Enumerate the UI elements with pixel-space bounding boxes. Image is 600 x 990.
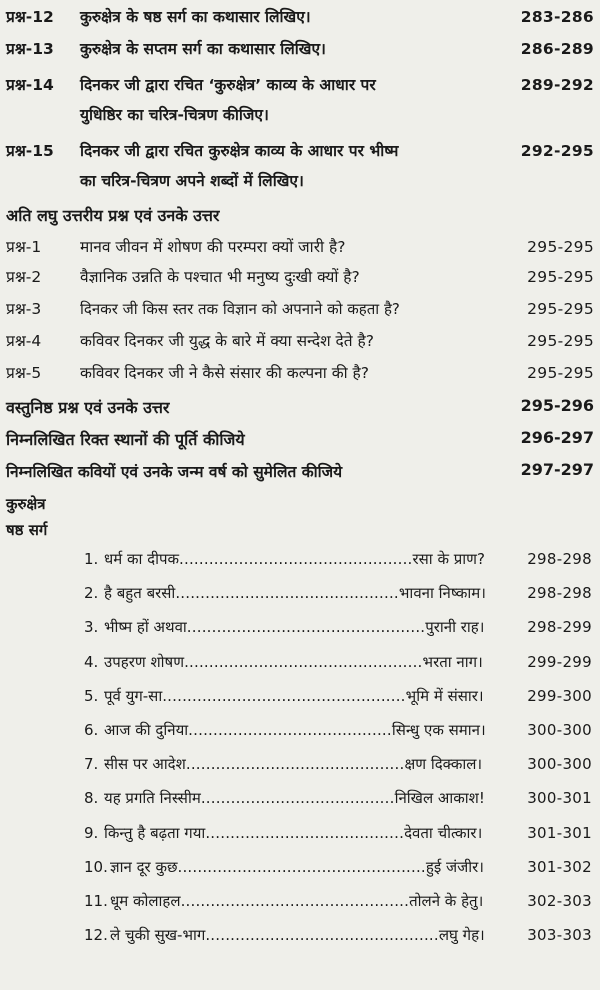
verse-line [104, 651, 483, 673]
verse-index: 7. [84, 755, 99, 774]
verse-line [104, 582, 486, 604]
verse-index: 5. [84, 686, 99, 705]
verse-index: 10. [84, 857, 108, 876]
verse-start: सीस पर आदेश [104, 755, 186, 774]
page-range: 300-300 [527, 721, 592, 739]
verse-line [104, 548, 485, 570]
leader-dots: ......................................... [188, 721, 392, 739]
verse-end: देवता चीत्कार। [404, 823, 483, 842]
leader-dots: .............................................. [180, 892, 410, 910]
book-title: कुरुक्षेत्र [6, 495, 46, 513]
verse-end: भावना निष्काम। [398, 584, 486, 603]
verse-start: किन्तु है बढ़ता गया [104, 823, 206, 842]
section-heading: वस्तुनिष्ठ प्रश्न एवं उनके उत्तर [6, 398, 170, 417]
page-range: 283-286 [520, 8, 594, 26]
leader-dots: ............................................. [175, 584, 399, 603]
verse-line [110, 856, 484, 878]
question-number: प्रश्न-5 [6, 364, 42, 382]
page-range: 295-295 [527, 268, 594, 286]
verse-end: तोलने के हेतु। [409, 892, 484, 910]
question-text: मानव जीवन में शोषण की परम्परा क्यों जारी है? [80, 238, 346, 256]
verse-end: भूमि में संसार। [405, 686, 484, 705]
verse-index: 8. [84, 789, 99, 808]
verse-line [110, 924, 485, 946]
verse-end: लघु गेह। [438, 926, 485, 945]
section-heading: निम्नलिखित कवियों एवं उनके जन्म वर्ष को सुमेलित कीजिये [6, 463, 343, 481]
question-text: वैज्ञानिक उन्नति के पश्चात भी मनुष्य दुःखी क्यों है? [80, 268, 360, 286]
page-range: 296-297 [520, 428, 594, 447]
verse-start: उपहरण शोषण [104, 652, 185, 671]
question-text: कुरुक्षेत्र के षष्ठ सर्ग का कथासार लिखिए। [80, 8, 311, 26]
verse-line [104, 719, 486, 741]
verse-end: हुई जंजीर। [425, 857, 484, 876]
question-text: कुरुक्षेत्र के सप्तम सर्ग का कथासार लिखिए। [80, 40, 326, 58]
page-range: 289-292 [520, 76, 594, 94]
verse-start: है बहुत बरसी [104, 584, 176, 603]
question-text: दिनकर जी द्वारा रचित ‘कुरुक्षेत्र’ काव्य के आधार पर [80, 76, 376, 94]
question-text: युधिष्ठिर का चरित्र-चित्रण कीजिए। [80, 106, 269, 124]
question-text: का चरित्र-चित्रण अपने शब्दों में लिखिए। [80, 172, 304, 190]
verse-line [104, 787, 485, 809]
verse-start: धूम कोलाहल [110, 892, 181, 910]
verse-line [104, 685, 484, 707]
verse-start: ज्ञान दूर कुछ [110, 857, 178, 876]
page-range: 295-296 [520, 396, 594, 415]
verse-end: भरता नाग। [422, 652, 483, 671]
page-range: 286-289 [520, 40, 594, 58]
verse-index: 11. [84, 892, 108, 910]
verse-line [104, 753, 482, 775]
leader-dots: ............................................ [185, 755, 405, 774]
page-range: 298-299 [527, 618, 592, 637]
verse-end: क्षण दिक्काल। [404, 755, 483, 774]
verse-index: 12. [84, 926, 108, 945]
leader-dots: ............................................... [179, 550, 413, 568]
verse-index: 1. [84, 550, 99, 568]
leader-dots: ................................................. [162, 686, 406, 705]
page-range: 298-298 [527, 550, 592, 568]
verse-start: धर्म का दीपक [104, 550, 180, 568]
verse-index: 6. [84, 721, 99, 739]
verse-end: पुरानी राह। [425, 618, 485, 637]
leader-dots: ................................................ [184, 652, 423, 671]
page-range: 295-295 [527, 332, 594, 350]
question-number: प्रश्न-15 [6, 142, 54, 160]
question-number: प्रश्न-1 [6, 238, 42, 256]
question-text: दिनकर जी किस स्तर तक विज्ञान को अपनाने को कहता है? [80, 300, 400, 318]
page-range: 295-295 [527, 238, 594, 256]
page-range: 301-302 [527, 857, 592, 876]
verse-start: भीष्म हों अथवा [104, 618, 187, 637]
question-number: प्रश्न-13 [6, 40, 54, 58]
question-text: दिनकर जी द्वारा रचित कुरुक्षेत्र काव्य के आधार पर भीष्म [80, 142, 399, 160]
leader-dots: ....................................... [200, 789, 395, 808]
verse-start: आज की दुनिया [104, 721, 189, 739]
page-range: 300-300 [527, 755, 592, 774]
page-range: 295-295 [527, 364, 594, 382]
verse-index: 9. [84, 823, 99, 842]
verse-line [110, 890, 483, 912]
page-range: 292-295 [520, 142, 594, 160]
verse-index: 4. [84, 652, 99, 671]
question-number: प्रश्न-3 [6, 300, 42, 318]
verse-line [104, 616, 484, 638]
page-range: 302-303 [527, 892, 592, 910]
page-range: 303-303 [527, 926, 592, 945]
section-heading: निम्नलिखित रिक्त स्थानों की पूर्ति कीजिये [6, 430, 245, 449]
verse-end: निखिल आकाश! [394, 789, 485, 808]
verse-start: पूर्व युग-सा [104, 686, 163, 705]
verse-end: रसा के प्राण? [412, 550, 485, 568]
question-number: प्रश्न-4 [6, 332, 42, 350]
page-range: 297-297 [520, 460, 594, 479]
leader-dots: ........................................ [205, 823, 405, 842]
page-range: 295-295 [527, 300, 594, 318]
question-text: कविवर दिनकर जी ने कैसे संसार की कल्पना की है? [80, 364, 370, 382]
leader-dots: ............................................... [205, 926, 439, 945]
page-range: 299-299 [527, 652, 592, 671]
leader-dots: ................................................ [186, 618, 426, 637]
verse-line [104, 822, 482, 844]
question-number: प्रश्न-12 [6, 8, 54, 26]
question-text: कविवर दिनकर जी युद्ध के बारे में क्या सन्देश देते है? [80, 332, 374, 350]
section-heading: अति लघु उत्तरीय प्रश्न एवं उनके उत्तर [6, 206, 220, 225]
leader-dots: .................................................. [177, 857, 426, 876]
page-range: 299-300 [527, 686, 592, 705]
page-range: 301-301 [527, 823, 592, 842]
canto-title: षष्ठ सर्ग [6, 521, 48, 539]
verse-index: 3. [84, 618, 99, 637]
page-range: 300-301 [527, 789, 592, 808]
question-number: प्रश्न-2 [6, 268, 42, 286]
verse-start: ले चुकी सुख-भाग [110, 926, 206, 945]
question-number: प्रश्न-14 [6, 76, 54, 94]
verse-index: 2. [84, 584, 99, 603]
verse-start: यह प्रगति निस्सीम [104, 789, 201, 808]
page-range: 298-298 [527, 584, 592, 603]
verse-end: सिन्धु एक समान। [391, 721, 486, 739]
